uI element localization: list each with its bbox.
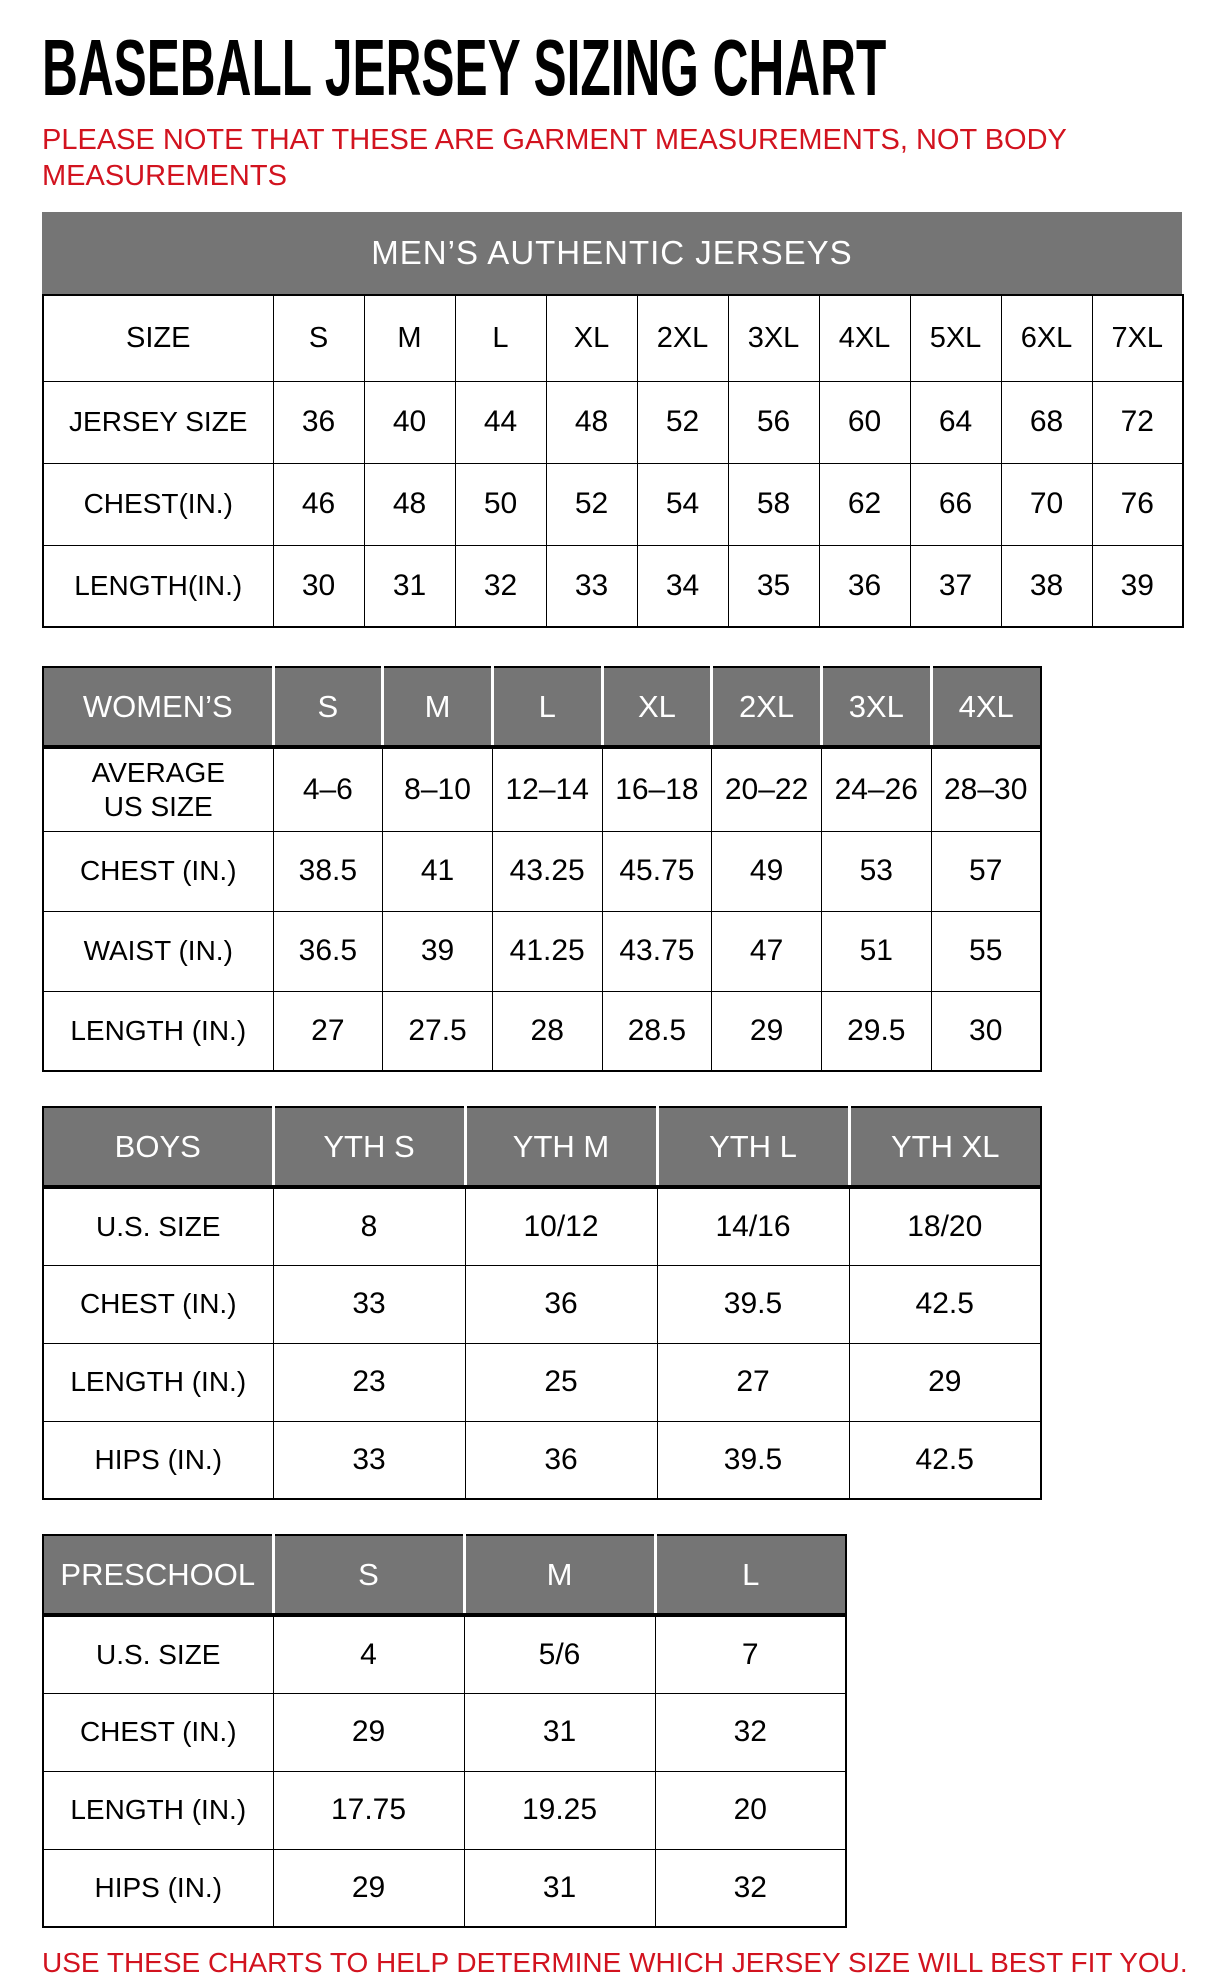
size-value-cell: 43.25 xyxy=(492,831,602,911)
size-value-cell: 49 xyxy=(712,831,822,911)
row-label-text: AVERAGE US SIZE xyxy=(91,757,225,822)
size-value-cell: 27 xyxy=(657,1343,849,1421)
row-label-text: U.S. SIZE xyxy=(96,1638,221,1670)
column-header: 6XL xyxy=(1001,295,1092,381)
column-header: YTH XL xyxy=(849,1107,1041,1187)
size-value-cell: 37 xyxy=(910,545,1001,627)
row-label-text: HIPS (IN.) xyxy=(94,1871,223,1903)
size-value-cell: 51 xyxy=(821,911,931,991)
column-header: S xyxy=(273,667,383,747)
size-value-cell: 48 xyxy=(364,463,455,545)
row-label xyxy=(43,911,273,991)
size-value-cell: 10/12 xyxy=(465,1187,657,1265)
row-label-text: CHEST (IN.) xyxy=(79,1288,237,1319)
row-label xyxy=(43,1421,273,1499)
table-row xyxy=(43,545,1183,627)
size-value-cell: 39 xyxy=(383,911,493,991)
table-row xyxy=(43,1421,1041,1499)
size-value-cell: 20–22 xyxy=(712,747,822,831)
row-label-text: U.S. SIZE xyxy=(96,1210,221,1242)
size-value-cell: 8 xyxy=(273,1187,465,1265)
fit-advice-note: USE THESE CHARTS TO HELP DETERMINE WHICH JERSEY SIZE WILL BEST FIT YOU. xyxy=(42,1947,1188,1974)
size-value-cell: 29 xyxy=(273,1849,464,1927)
size-value-cell: 33 xyxy=(546,545,637,627)
size-value-cell: 33 xyxy=(273,1421,465,1499)
row-label xyxy=(43,381,273,463)
row-label xyxy=(43,1187,273,1265)
row-label-text: LENGTH(IN.) xyxy=(74,569,243,601)
table-head-preschool xyxy=(43,1535,846,1615)
size-value-cell: 38.5 xyxy=(273,831,383,911)
size-value-cell: 46 xyxy=(273,463,364,545)
size-value-cell: 70 xyxy=(1001,463,1092,545)
size-value-cell: 64 xyxy=(910,381,1001,463)
row-label-text: JERSEY SIZE xyxy=(69,406,248,437)
size-value-cell: 60 xyxy=(819,381,910,463)
size-value-cell: 30 xyxy=(273,545,364,627)
row-label xyxy=(43,1771,273,1849)
table-head-boys xyxy=(43,1107,1041,1187)
table-title-cell: WOMEN’S xyxy=(43,667,273,747)
size-value-cell: 31 xyxy=(464,1849,655,1927)
column-header: L xyxy=(455,295,546,381)
size-value-cell: 8–10 xyxy=(383,747,493,831)
size-value-cell: 33 xyxy=(273,1265,465,1343)
size-value-cell: 35 xyxy=(728,545,819,627)
row-label-text: CHEST (IN.) xyxy=(79,855,237,886)
page-title: BASEBALL JERSEY SIZING CHART xyxy=(42,23,887,112)
row-label xyxy=(43,991,273,1071)
size-value-cell: 52 xyxy=(546,463,637,545)
table-head-mens xyxy=(43,295,1183,381)
size-value-cell: 16–18 xyxy=(602,747,712,831)
size-value-cell: 36 xyxy=(465,1265,657,1343)
size-value-cell: 25 xyxy=(465,1343,657,1421)
size-value-cell: 32 xyxy=(655,1693,846,1771)
size-value-cell: 32 xyxy=(455,545,546,627)
column-header: 2XL xyxy=(637,295,728,381)
row-label-text: CHEST(IN.) xyxy=(83,488,233,519)
size-value-cell: 53 xyxy=(821,831,931,911)
table-header-row xyxy=(43,667,1041,747)
size-value-cell: 7 xyxy=(655,1615,846,1693)
row-label-text: LENGTH (IN.) xyxy=(70,1014,247,1046)
size-value-cell: 41 xyxy=(383,831,493,911)
column-header: 4XL xyxy=(931,667,1041,747)
table-header-row xyxy=(43,1107,1041,1187)
row-label xyxy=(43,831,273,911)
column-header: L xyxy=(492,667,602,747)
table-row xyxy=(43,1771,846,1849)
size-value-cell: 14/16 xyxy=(657,1187,849,1265)
size-value-cell: 68 xyxy=(1001,381,1092,463)
size-value-cell: 29 xyxy=(273,1693,464,1771)
table-row xyxy=(43,381,1183,463)
size-value-cell: 4–6 xyxy=(273,747,383,831)
table-title-cell: PRESCHOOL xyxy=(43,1535,273,1615)
size-columns-row xyxy=(43,295,1183,381)
size-value-cell: 52 xyxy=(637,381,728,463)
row-label xyxy=(43,545,273,627)
row-label-text: WAIST (IN.) xyxy=(83,935,233,966)
table-body-mens xyxy=(43,381,1183,627)
size-value-cell: 24–26 xyxy=(821,747,931,831)
size-value-cell: 72 xyxy=(1092,381,1183,463)
table-row xyxy=(43,911,1041,991)
size-value-cell: 36 xyxy=(819,545,910,627)
table-row xyxy=(43,463,1183,545)
column-header: 3XL xyxy=(728,295,819,381)
size-value-cell: 30 xyxy=(931,991,1041,1071)
size-value-cell: 54 xyxy=(637,463,728,545)
row-label xyxy=(43,1693,273,1771)
column-header: 7XL xyxy=(1092,295,1183,381)
size-value-cell: 43.75 xyxy=(602,911,712,991)
table-body-boys xyxy=(43,1187,1041,1499)
size-table-womens xyxy=(42,666,1042,1072)
row-label xyxy=(43,463,273,545)
size-value-cell: 27.5 xyxy=(383,991,493,1071)
column-header: XL xyxy=(602,667,712,747)
size-value-cell: 39.5 xyxy=(657,1421,849,1499)
size-value-cell: 40 xyxy=(364,381,455,463)
table-title-cell: BOYS xyxy=(43,1107,273,1187)
column-header: 3XL xyxy=(821,667,931,747)
size-value-cell: 50 xyxy=(455,463,546,545)
size-value-cell: 28.5 xyxy=(602,991,712,1071)
size-value-cell: 12–14 xyxy=(492,747,602,831)
size-value-cell: 44 xyxy=(455,381,546,463)
size-value-cell: 4 xyxy=(273,1615,464,1693)
row-label-text: LENGTH (IN.) xyxy=(70,1794,247,1825)
column-header: 5XL xyxy=(910,295,1001,381)
size-value-cell: 28 xyxy=(492,991,602,1071)
table-row xyxy=(43,1693,846,1771)
table-header-row xyxy=(43,1535,846,1615)
column-header: YTH L xyxy=(657,1107,849,1187)
row-label-text: CHEST (IN.) xyxy=(79,1716,237,1747)
row-label xyxy=(43,1265,273,1343)
column-header: YTH M xyxy=(465,1107,657,1187)
size-value-cell: 29.5 xyxy=(821,991,931,1071)
table-row xyxy=(43,1187,1041,1265)
size-value-cell: 18/20 xyxy=(849,1187,1041,1265)
size-value-cell: 62 xyxy=(819,463,910,545)
size-value-cell: 48 xyxy=(546,381,637,463)
table-body-preschool xyxy=(43,1615,846,1927)
table-body-womens xyxy=(43,747,1041,1071)
table-row xyxy=(43,1343,1041,1421)
size-value-cell: 39 xyxy=(1092,545,1183,627)
table-row xyxy=(43,1265,1041,1343)
table-row xyxy=(43,1615,846,1693)
column-header: M xyxy=(364,295,455,381)
table-banner-mens: MEN’S AUTHENTIC JERSEYS xyxy=(42,212,1182,294)
size-value-cell: 36 xyxy=(273,381,364,463)
size-value-cell: 29 xyxy=(712,991,822,1071)
column-header: L xyxy=(655,1535,846,1615)
size-value-cell: 5/6 xyxy=(464,1615,655,1693)
size-table-preschool xyxy=(42,1534,847,1928)
size-value-cell: 31 xyxy=(464,1693,655,1771)
size-value-cell: 47 xyxy=(712,911,822,991)
column-header: M xyxy=(464,1535,655,1615)
size-value-cell: 66 xyxy=(910,463,1001,545)
size-value-cell: 57 xyxy=(931,831,1041,911)
garment-measurements-note: PLEASE NOTE THAT THESE ARE GARMENT MEASUREMENTS, NOT BODY MEASUREMENTS xyxy=(42,124,1067,192)
row-label xyxy=(43,1343,273,1421)
size-value-cell: 38 xyxy=(1001,545,1092,627)
size-value-cell: 34 xyxy=(637,545,728,627)
size-value-cell: 36 xyxy=(465,1421,657,1499)
table-row xyxy=(43,747,1041,831)
row-label-text: LENGTH (IN.) xyxy=(70,1366,247,1397)
size-tables xyxy=(42,212,1220,1928)
column-header: M xyxy=(383,667,493,747)
size-value-cell: 27 xyxy=(273,991,383,1071)
size-value-cell: 19.25 xyxy=(464,1771,655,1849)
column-header: S xyxy=(273,1535,464,1615)
size-value-cell: 29 xyxy=(849,1343,1041,1421)
size-value-cell: 42.5 xyxy=(849,1265,1041,1343)
size-value-cell: 36.5 xyxy=(273,911,383,991)
size-table-boys xyxy=(42,1106,1042,1500)
size-value-cell: 39.5 xyxy=(657,1265,849,1343)
size-value-cell: 41.25 xyxy=(492,911,602,991)
table-row xyxy=(43,831,1041,911)
row-label xyxy=(43,747,273,831)
size-value-cell: 58 xyxy=(728,463,819,545)
column-header: 2XL xyxy=(712,667,822,747)
size-value-cell: 42.5 xyxy=(849,1421,1041,1499)
table-row xyxy=(43,991,1041,1071)
row-label xyxy=(43,1849,273,1927)
size-value-cell: 31 xyxy=(364,545,455,627)
table-row xyxy=(43,1849,846,1927)
column-header: YTH S xyxy=(273,1107,465,1187)
table-head-womens xyxy=(43,667,1041,747)
size-value-cell: 28–30 xyxy=(931,747,1041,831)
column-header: XL xyxy=(546,295,637,381)
size-value-cell: 76 xyxy=(1092,463,1183,545)
size-value-cell: 45.75 xyxy=(602,831,712,911)
table-title-cell: SIZE xyxy=(43,295,273,381)
row-label-text: HIPS (IN.) xyxy=(94,1443,223,1475)
size-value-cell: 20 xyxy=(655,1771,846,1849)
size-value-cell: 23 xyxy=(273,1343,465,1421)
column-header: 4XL xyxy=(819,295,910,381)
size-value-cell: 17.75 xyxy=(273,1771,464,1849)
column-header: S xyxy=(273,295,364,381)
size-value-cell: 55 xyxy=(931,911,1041,991)
size-value-cell: 56 xyxy=(728,381,819,463)
row-label xyxy=(43,1615,273,1693)
size-value-cell: 32 xyxy=(655,1849,846,1927)
size-table-mens xyxy=(42,294,1184,628)
